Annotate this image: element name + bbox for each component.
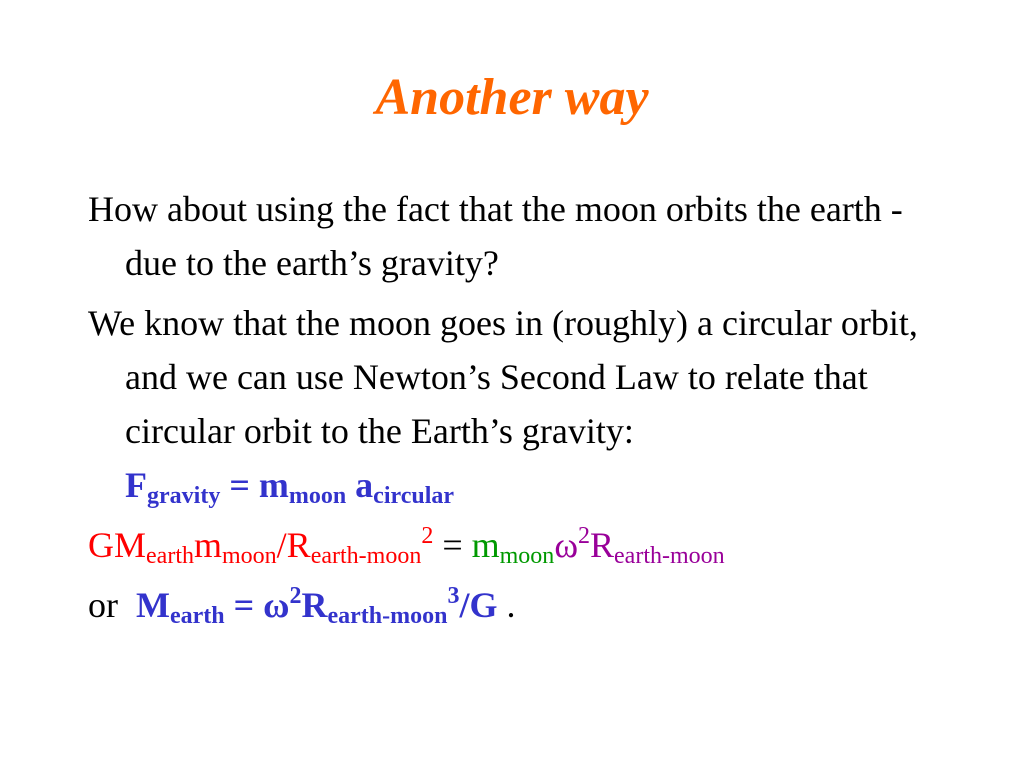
eq3-R-sup: 3 [447,583,460,609]
eq2-m: m [193,525,222,565]
slide-title: Another way [375,69,649,126]
eq2-equals: = [442,525,463,565]
eq2-omega: ω [554,525,579,565]
eq2-R2-sub: earth-moon [614,543,725,569]
eq2-R-sub: earth-moon [310,543,422,569]
eq2-moon-mass [471,525,555,569]
eq1-a: a [355,465,374,505]
eq3-R-sub: earth-moon [327,603,448,629]
eq2-m-sub: moon [222,543,277,569]
eq3-R: R [301,585,328,625]
eq3-M-sub: earth [169,603,225,629]
eq2-centripetal [554,523,725,569]
slide-body [88,182,948,638]
eq1-F: F [125,465,147,505]
eq3-or: or [88,585,118,625]
eq2-GM-sub: earth [146,543,194,569]
eq2-omega-sup: 2 [578,523,591,549]
eq1-equals: = [229,465,250,505]
eq2-m2: m [471,525,500,565]
eq3-equals: = [233,585,255,625]
equation-force-gravity [125,465,455,509]
eq2-R: /R [276,525,311,565]
eq3-G: /G [459,585,498,625]
eq2-GM: GM [88,525,147,565]
paragraph-moon-orbit: How about using the fact that the moon orbits the earth - due to the earth’s gravity? [88,189,903,283]
eq2-R-sup: 2 [421,523,434,549]
eq1-F-sub: gravity [147,483,221,509]
eq2-lhs [88,523,434,569]
eq2-R2: R [590,525,615,565]
eq3-formula [136,583,498,629]
eq1-m-sub: moon [288,483,347,509]
paragraph-newton-law [88,296,948,512]
equation-earth-mass [88,578,948,632]
eq3-period: . [506,585,516,625]
eq2-m2-sub: moon [499,543,555,569]
paragraph-newton-law-text: We know that the moon goes in (roughly) a circular orbit, and we can use Newton’s Second Law to relate that circular orbit to the Earth’s gravity: [88,303,918,451]
eq3-M: M [136,585,170,625]
eq3-omega-sup: 2 [289,583,302,609]
eq1-a-sub: circular [373,483,455,509]
eq1-m: m [258,465,289,505]
equation-orbit-balance [88,518,948,572]
eq3-omega: ω [263,585,290,625]
